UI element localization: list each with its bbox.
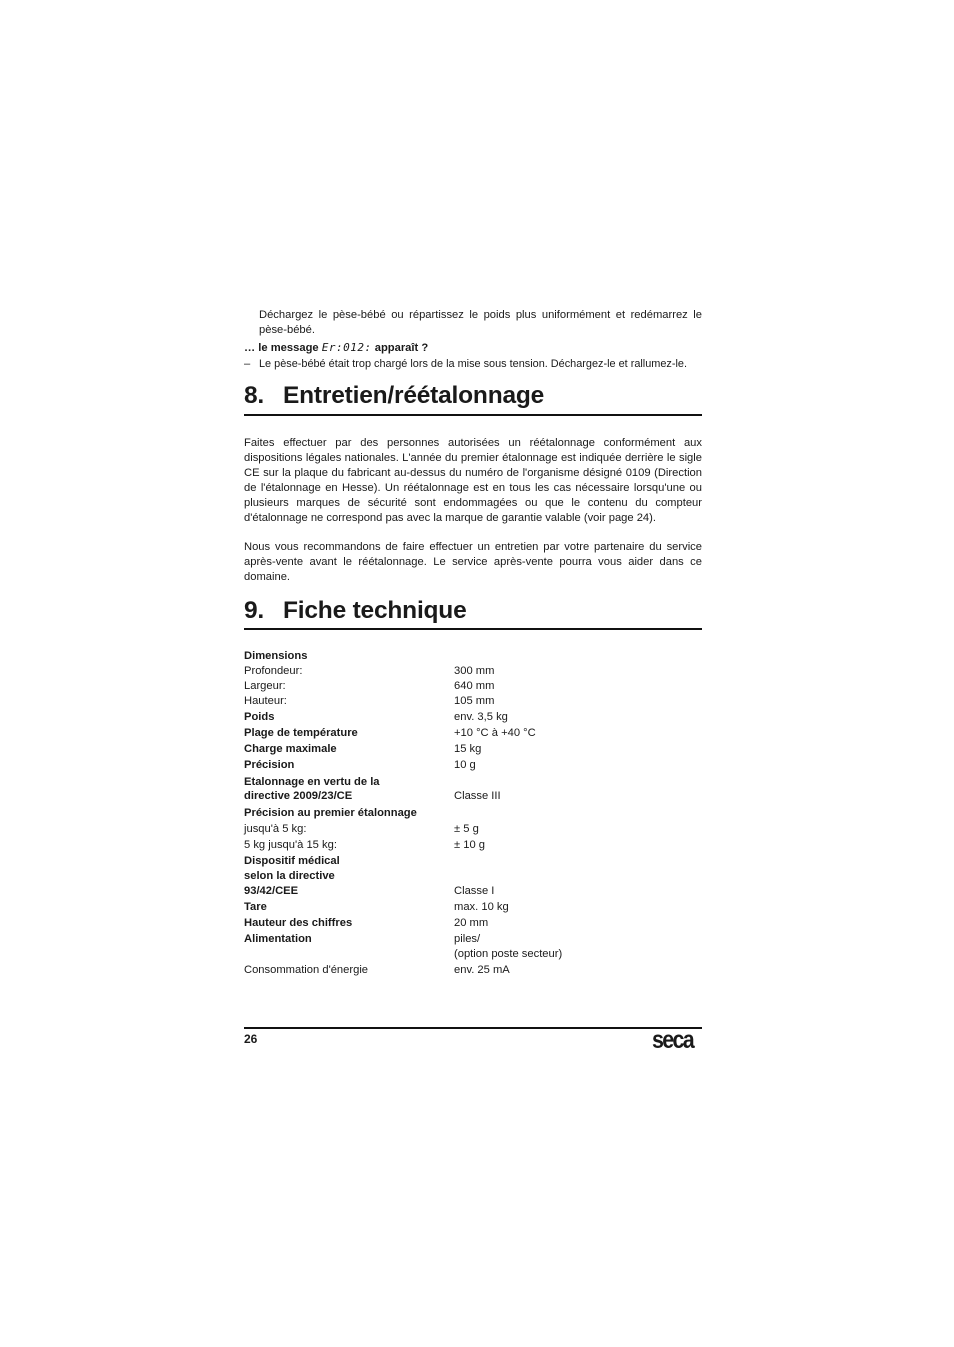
bullet-dash: – <box>244 358 251 370</box>
spec-value: +10 °C à +40 °C <box>454 727 536 739</box>
error-code-display: Er:012: <box>321 341 372 354</box>
footer-rule <box>244 1027 702 1029</box>
spec-label: Profondeur: <box>244 665 303 677</box>
section-8-rule <box>244 414 702 416</box>
spec-value: 640 mm <box>454 680 495 692</box>
spec-value: ± 10 g <box>454 839 486 851</box>
spec-label: Alimentation <box>244 933 312 945</box>
intro-paragraph: Déchargez le pèse-bébé ou répartissez le poids plus uniformément et redémarrez le pèse-bébé. <box>259 309 702 336</box>
spec-label: selon la directive <box>244 870 335 882</box>
spec-label: Poids <box>244 711 275 723</box>
spec-label: Plage de température <box>244 727 358 739</box>
spec-label: Précision <box>244 759 295 771</box>
spec-value: env. 25 mA <box>454 964 510 976</box>
spec-label: Largeur: <box>244 680 286 692</box>
spec-label: 5 kg jusqu'à 15 kg: <box>244 839 337 851</box>
spec-value: 105 mm <box>454 695 495 707</box>
spec-label: Hauteur des chiffres <box>244 917 353 929</box>
spec-label: directive 2009/23/CE <box>244 790 353 802</box>
spec-label: jusqu'à 5 kg: <box>244 823 307 835</box>
section-8-title: Entretien/réétalonnage <box>283 382 545 409</box>
spec-label: 93/42/CEE <box>244 885 299 897</box>
spec-value: Classe I <box>454 885 495 897</box>
section-8-paragraph-2: Nous vous recommandons de faire effectuer un entretien par votre partenaire du service après-vente avant le réétalonnage. Le service après-vente pourra vous aider dans ce domaine. <box>244 541 702 583</box>
spec-value: 300 mm <box>454 665 495 677</box>
seca-logo: seca <box>652 1026 693 1054</box>
spec-label: Tare <box>244 901 267 913</box>
spec-label: Précision au premier étalonnage <box>244 807 417 819</box>
section-8-paragraph-1: Faites effectuer par des personnes autorisées un réétalonnage conformément aux dispositions légales nationales. L'année du premier étalonnage est indiquée derrière le sigle CE sur la plaque du fabricant au-dessus du numéro de l'organisme désigné 0109 (Direction de l'étalonnage en Hesse). Un réétalonnage est en tous les cas nécessaire lorsqu'une ou plusieurs marques de sécurité sont endommagées ou que le contenu du compteur d'étalonnage ne correspond pas avec la marque de garantie valable (voir page 24). <box>244 437 702 524</box>
spec-value: (option poste secteur) <box>454 948 563 960</box>
spec-value: Classe III <box>454 790 501 802</box>
section-9-title: Fiche technique <box>283 597 467 624</box>
spec-value: max. 10 kg <box>454 901 509 913</box>
message-heading <box>244 341 704 356</box>
section-9-number: 9. <box>244 597 265 624</box>
spec-label: Consommation d'énergie <box>244 964 369 976</box>
spec-value: 20 mm <box>454 917 489 929</box>
spec-value: piles/ <box>454 933 481 945</box>
spec-value: 10 g <box>454 759 476 771</box>
spec-label: Dimensions <box>244 650 308 662</box>
spec-value: env. 3,5 kg <box>454 711 508 723</box>
spec-label: Hauteur: <box>244 695 287 707</box>
bullet-text: Le pèse-bébé était trop chargé lors de la mise sous tension. Déchargez-le et rallumez-le. <box>259 358 687 370</box>
section-9-rule <box>244 628 702 630</box>
message-suffix: apparaît ? <box>374 342 429 354</box>
spec-label: Etalonnage en vertu de la <box>244 776 380 788</box>
section-8-number: 8. <box>244 382 265 409</box>
spec-label: Dispositif médical <box>244 855 340 867</box>
message-prefix: … le message <box>244 342 319 354</box>
spec-value: ± 5 g <box>454 823 479 835</box>
page-number: 26 <box>244 1032 258 1046</box>
spec-label: Charge maximale <box>244 743 337 755</box>
spec-value: 15 kg <box>454 743 482 755</box>
